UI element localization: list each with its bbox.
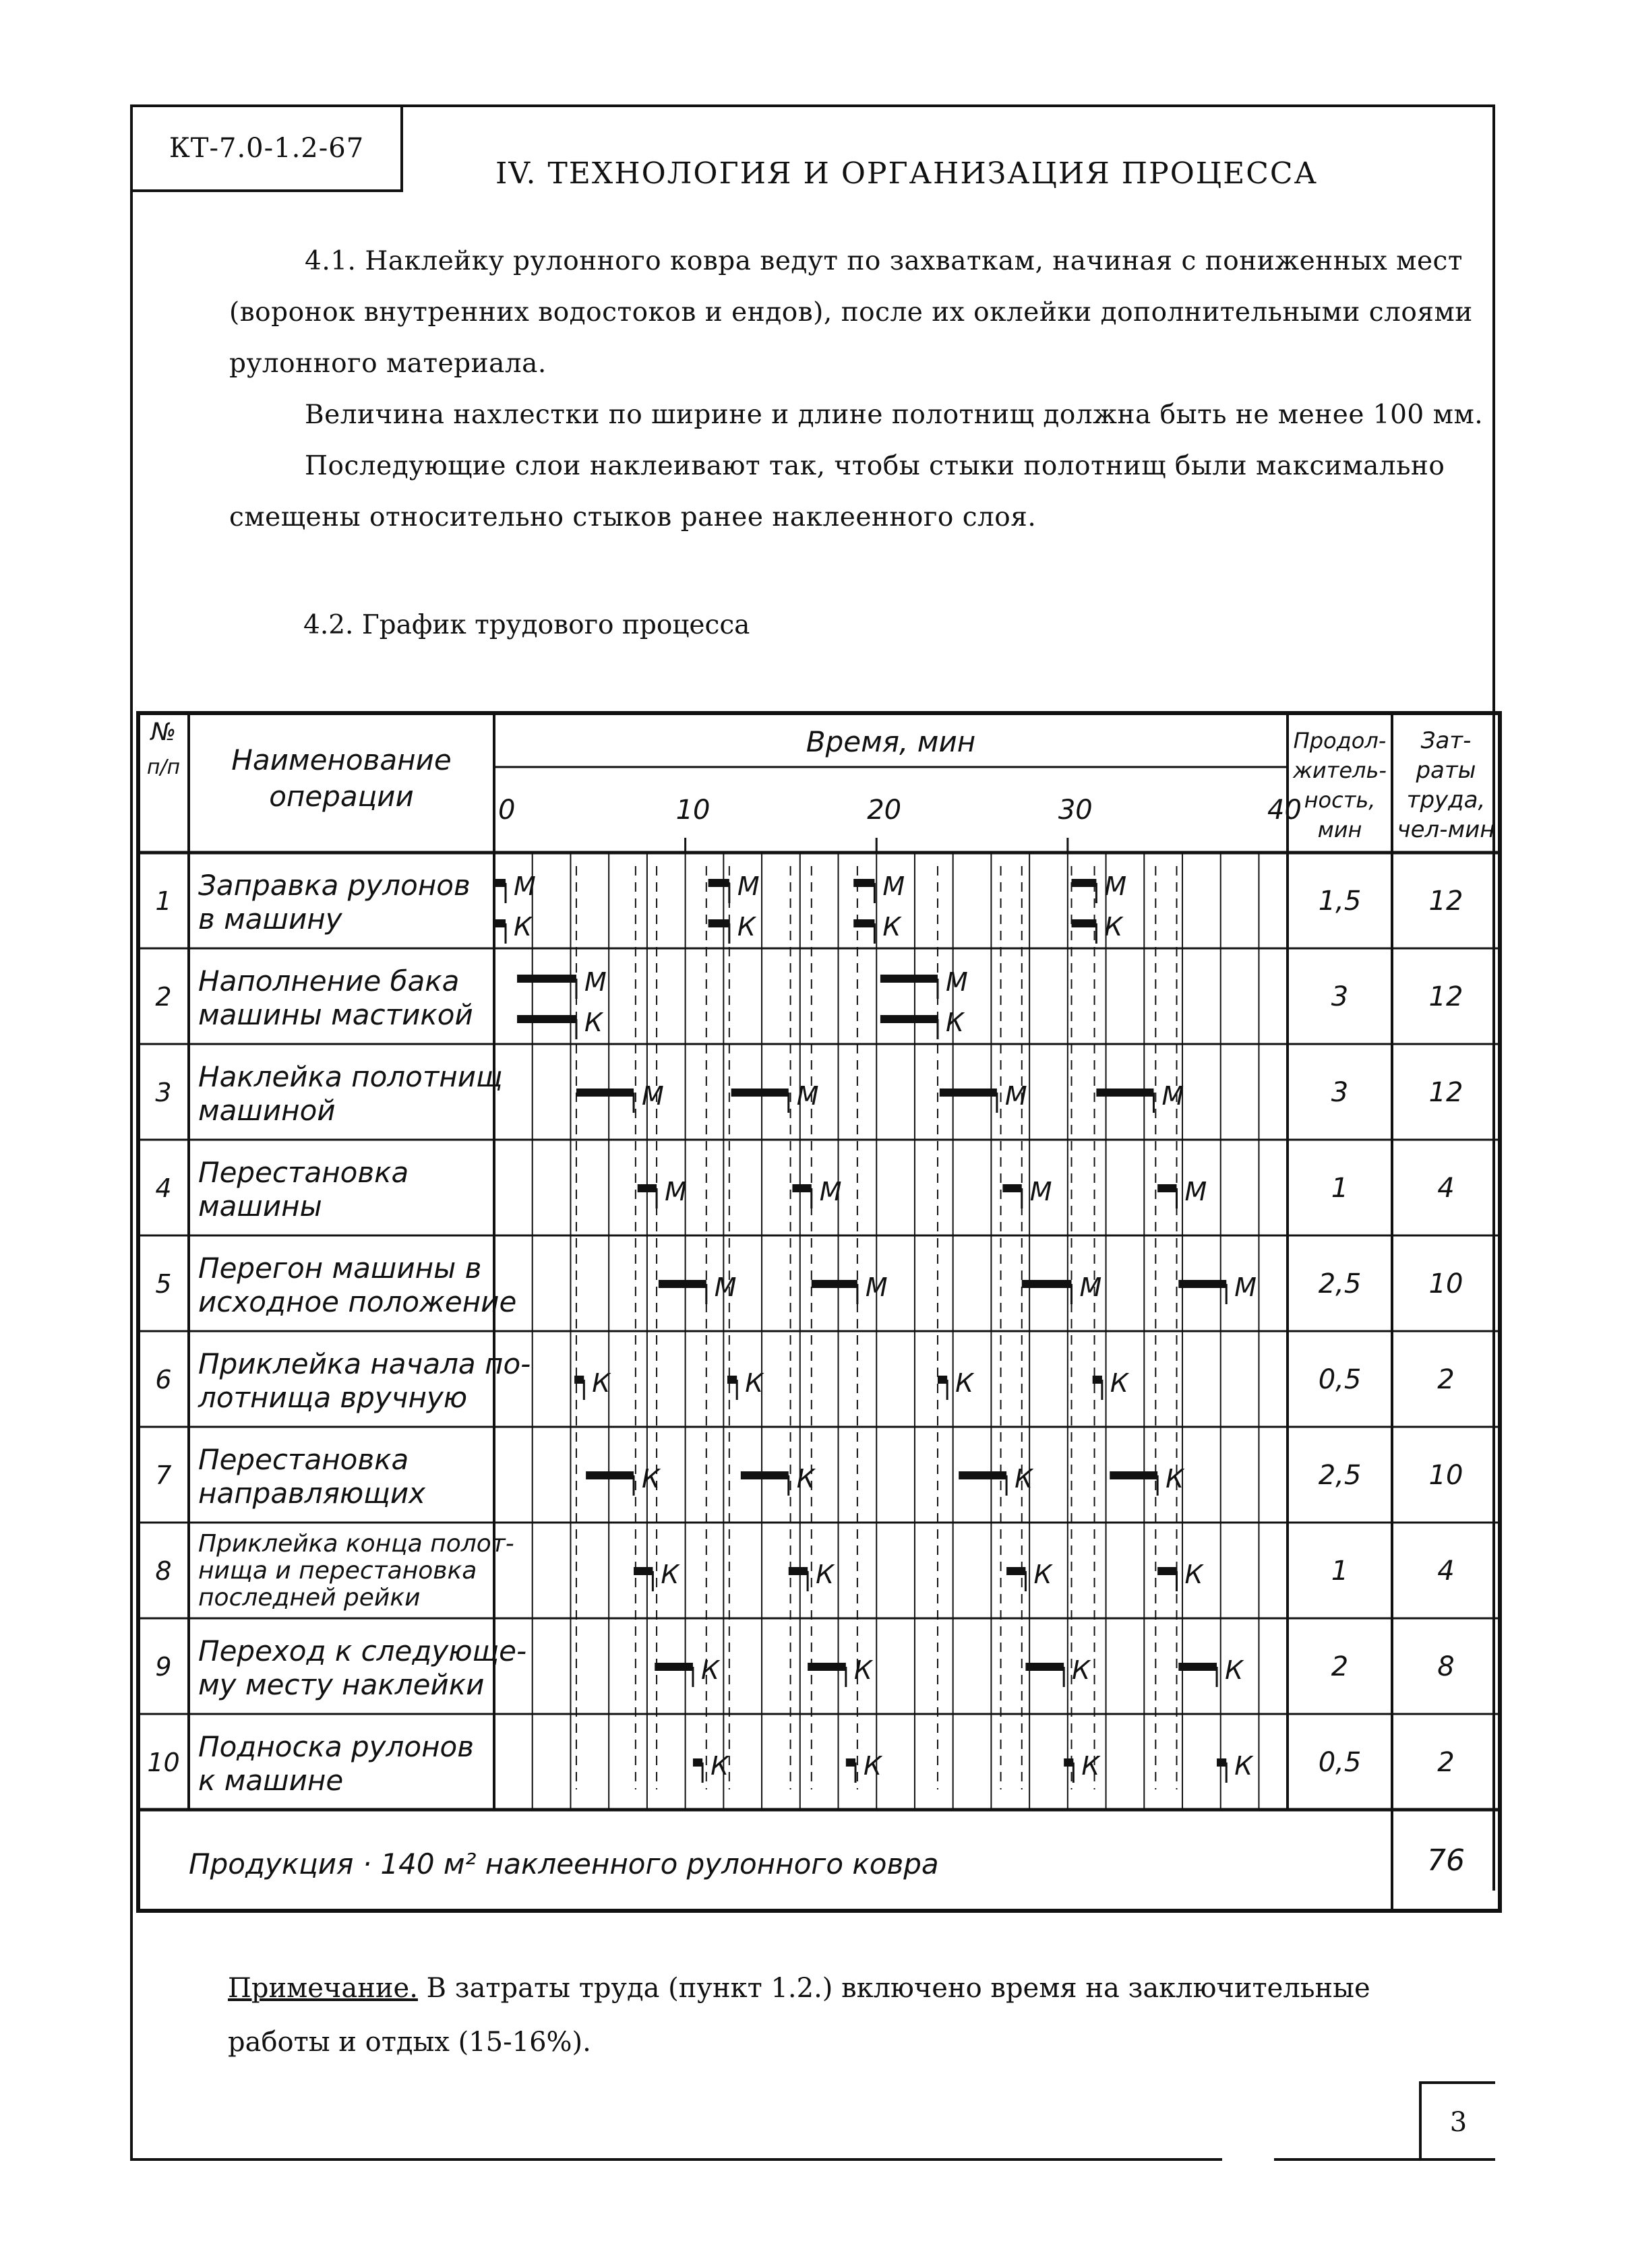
- worker-label: К: [1072, 1655, 1091, 1685]
- chart-caption: 4.2. График трудового процесса: [303, 610, 750, 640]
- operation-name: му месту наклейки: [198, 1668, 485, 1701]
- work-bar: [1002, 1184, 1021, 1192]
- operation-name: Наклейка полотнищ: [198, 1060, 503, 1093]
- row-duration: 3: [1331, 1077, 1349, 1108]
- work-bar: [708, 919, 729, 927]
- document-code: КТ-7.0-1.2-67: [130, 104, 403, 192]
- worker-label: К: [642, 1464, 661, 1494]
- worker-label: М: [1004, 1081, 1027, 1111]
- worker-label: К: [1234, 1751, 1253, 1781]
- footer-label: Продукция · 140 м² наклеенного рулонного ковра: [189, 1847, 939, 1880]
- operation-name: Перегон машины в: [198, 1252, 482, 1285]
- row-labor: 12: [1428, 1077, 1463, 1108]
- row-number: 2: [155, 982, 172, 1012]
- work-bar: [659, 1280, 706, 1288]
- worker-label: К: [745, 1368, 764, 1398]
- paragraph-1-line-2: (воронок внутренних водостоков и ендов), после их оклейки дополнительными слоями: [229, 297, 1473, 328]
- work-bar: [1072, 919, 1097, 927]
- worker-label: К: [584, 1008, 603, 1037]
- work-bar: [494, 919, 506, 927]
- worker-label: М: [514, 871, 536, 901]
- work-bar: [938, 1376, 947, 1384]
- work-bar: [1157, 1184, 1176, 1192]
- row-labor: 10: [1428, 1268, 1463, 1299]
- col-header-name: Наименование: [231, 743, 452, 776]
- work-bar: [846, 1758, 855, 1767]
- worker-label: К: [1033, 1560, 1052, 1589]
- operation-name: в машину: [198, 902, 342, 936]
- worker-label: М: [642, 1081, 664, 1111]
- operation-name: Заправка рулонов: [198, 869, 471, 902]
- work-bar: [741, 1471, 789, 1479]
- worker-label: К: [864, 1751, 882, 1781]
- row-labor: 2: [1437, 1364, 1455, 1395]
- row-duration: 2,5: [1318, 1268, 1362, 1299]
- work-bar: [693, 1758, 702, 1767]
- worker-label: К: [711, 1751, 729, 1781]
- work-bar: [1006, 1567, 1025, 1575]
- paragraph-2: Величина нахлестки по ширине и длине полотнищ должна быть не менее 100 мм.: [305, 400, 1484, 430]
- row-duration: 1: [1331, 1556, 1349, 1587]
- worker-label: К: [816, 1560, 835, 1589]
- work-bar: [517, 975, 576, 983]
- row-number: 1: [155, 886, 172, 916]
- worker-label: К: [1110, 1368, 1128, 1398]
- work-bar: [655, 1663, 693, 1671]
- note-text-2: работы и отдых (15-16%).: [228, 2027, 591, 2058]
- col-header-labor: Зат-: [1420, 727, 1472, 754]
- col-header-labor: труда,: [1406, 787, 1486, 814]
- worker-label: М: [882, 871, 905, 901]
- row-number: 4: [155, 1173, 172, 1203]
- work-bar: [789, 1567, 808, 1575]
- paragraph-3-line-2: смещены относительно стыков ранее наклеенного слоя.: [229, 502, 1037, 532]
- operation-name: лотнища вручную: [198, 1381, 468, 1414]
- work-bar: [1178, 1663, 1217, 1671]
- work-bar: [880, 1015, 938, 1023]
- worker-label: М: [796, 1081, 819, 1111]
- time-tick-label: 10: [675, 795, 711, 826]
- operation-name: направляющих: [198, 1477, 425, 1510]
- work-bar: [1217, 1758, 1226, 1767]
- footer-total: 76: [1427, 1843, 1465, 1878]
- work-bar: [517, 1015, 576, 1023]
- col-header-duration: житель-: [1293, 758, 1387, 783]
- work-bar: [940, 1089, 997, 1097]
- row-number: 6: [155, 1365, 172, 1394]
- note-text-1: В затраты труда (пункт 1.2.) включено время на заключительные: [417, 1973, 1370, 2004]
- row-duration: 2: [1331, 1651, 1349, 1682]
- row-labor: 4: [1437, 1556, 1455, 1587]
- worker-label: М: [1104, 871, 1127, 901]
- operation-name: Приклейка конца полот-: [198, 1530, 514, 1558]
- row-labor: 12: [1428, 981, 1463, 1012]
- worker-label: М: [865, 1273, 888, 1302]
- row-number: 8: [155, 1556, 172, 1586]
- operation-name: Приклейка начала по-: [198, 1347, 531, 1380]
- worker-label: К: [1104, 912, 1123, 942]
- operation-name: нища и перестановка: [198, 1557, 477, 1585]
- worker-label: К: [700, 1655, 719, 1685]
- work-bar: [1110, 1471, 1157, 1479]
- operation-name: последней рейки: [198, 1584, 421, 1612]
- work-bar: [576, 1089, 634, 1097]
- worker-label: М: [945, 967, 968, 997]
- col-header-num: №: [150, 718, 177, 746]
- operation-name: к машине: [198, 1764, 344, 1797]
- row-duration: 0,5: [1318, 1747, 1362, 1778]
- work-bar: [638, 1184, 657, 1192]
- row-labor: 2: [1437, 1747, 1455, 1778]
- page-number: 3: [1419, 2081, 1495, 2161]
- worker-label: М: [1184, 1177, 1207, 1206]
- row-duration: 3: [1331, 981, 1349, 1012]
- row-number: 5: [155, 1269, 172, 1299]
- worker-label: К: [882, 912, 901, 942]
- note-title: Примечание.: [228, 1973, 418, 2004]
- col-header-duration: ность,: [1304, 787, 1376, 813]
- col-header-labor: раты: [1416, 757, 1476, 784]
- time-tick-label: 30: [1058, 795, 1093, 826]
- worker-label: К: [1166, 1464, 1184, 1494]
- row-labor: 8: [1437, 1651, 1455, 1682]
- worker-label: К: [1225, 1655, 1244, 1685]
- row-labor: 4: [1437, 1173, 1455, 1204]
- work-bar: [880, 975, 938, 983]
- col-header-duration: Продол-: [1293, 728, 1387, 754]
- operation-name: Наполнение бака: [198, 964, 460, 998]
- worker-label: М: [737, 871, 760, 901]
- paragraph-1-line-3: рулонного материала.: [229, 348, 547, 379]
- work-bar: [1157, 1567, 1176, 1575]
- worker-label: К: [514, 912, 533, 942]
- operation-name: Переход к следующе-: [198, 1634, 527, 1667]
- time-tick-label: 20: [867, 795, 902, 826]
- work-bar: [708, 879, 729, 887]
- work-bar: [959, 1471, 1006, 1479]
- row-number: 10: [147, 1748, 180, 1777]
- row-labor: 12: [1428, 886, 1463, 917]
- time-tick-label: 0: [498, 795, 516, 826]
- worker-label: М: [1161, 1081, 1184, 1111]
- operation-name: машиной: [198, 1094, 336, 1127]
- worker-label: К: [945, 1008, 964, 1037]
- work-bar: [1072, 879, 1097, 887]
- row-number: 3: [155, 1078, 172, 1107]
- work-bar: [731, 1089, 789, 1097]
- work-bar: [1022, 1280, 1072, 1288]
- paragraph-1-line-1: 4.1. Наклейку рулонного ковра ведут по захваткам, начиная с пониженных мест: [305, 246, 1463, 276]
- operation-name: исходное положение: [198, 1285, 517, 1318]
- col-header-labor: чел-мин: [1397, 816, 1495, 843]
- worker-label: К: [737, 912, 756, 942]
- operation-name: машины: [198, 1190, 322, 1223]
- worker-label: К: [661, 1560, 679, 1589]
- work-bar: [1096, 1089, 1153, 1097]
- worker-label: М: [714, 1273, 737, 1302]
- worker-label: М: [584, 967, 607, 997]
- work-bar: [812, 1280, 857, 1288]
- row-labor: 10: [1428, 1460, 1463, 1491]
- worker-label: М: [1029, 1177, 1052, 1206]
- worker-label: М: [1234, 1273, 1257, 1302]
- worker-label: К: [796, 1464, 815, 1494]
- worker-label: М: [1079, 1273, 1102, 1302]
- work-bar: [586, 1471, 634, 1479]
- col-header-name-2: операции: [269, 780, 414, 813]
- row-duration: 0,5: [1318, 1364, 1362, 1395]
- row-number: 7: [155, 1461, 172, 1490]
- col-header-time: Время, мин: [806, 725, 976, 758]
- worker-label: К: [955, 1368, 974, 1398]
- col-header-duration: мин: [1317, 817, 1362, 842]
- note: [228, 1961, 1475, 2069]
- worker-label: М: [665, 1177, 687, 1206]
- worker-label: К: [592, 1368, 611, 1398]
- row-number: 9: [155, 1652, 172, 1682]
- col-header-num-2: п/п: [146, 756, 181, 779]
- row-duration: 1,5: [1318, 886, 1362, 917]
- operation-name: Перестановка: [198, 1156, 409, 1189]
- section-heading: IV. ТЕХНОЛОГИЯ И ОРГАНИЗАЦИЯ ПРОЦЕССА: [495, 156, 1318, 191]
- time-tick-label: 40: [1267, 795, 1302, 826]
- work-bar: [808, 1663, 846, 1671]
- work-bar: [634, 1567, 653, 1575]
- worker-label: К: [1015, 1464, 1033, 1494]
- work-bar: [792, 1184, 811, 1192]
- work-bar: [1025, 1663, 1064, 1671]
- operation-name: Подноска рулонов: [198, 1730, 474, 1763]
- worker-label: К: [853, 1655, 872, 1685]
- row-duration: 2,5: [1318, 1460, 1362, 1491]
- work-bar: [1178, 1280, 1226, 1288]
- paragraph-3-line-1: Последующие слои наклеивают так, чтобы стыки полотнищ были максимально: [305, 451, 1445, 481]
- worker-label: К: [1184, 1560, 1203, 1589]
- row-duration: 1: [1331, 1173, 1349, 1204]
- worker-label: М: [819, 1177, 842, 1206]
- operation-name: машины мастикой: [198, 998, 473, 1031]
- operation-name: Перестановка: [198, 1443, 409, 1476]
- work-bar: [494, 879, 506, 887]
- worker-label: К: [1081, 1751, 1100, 1781]
